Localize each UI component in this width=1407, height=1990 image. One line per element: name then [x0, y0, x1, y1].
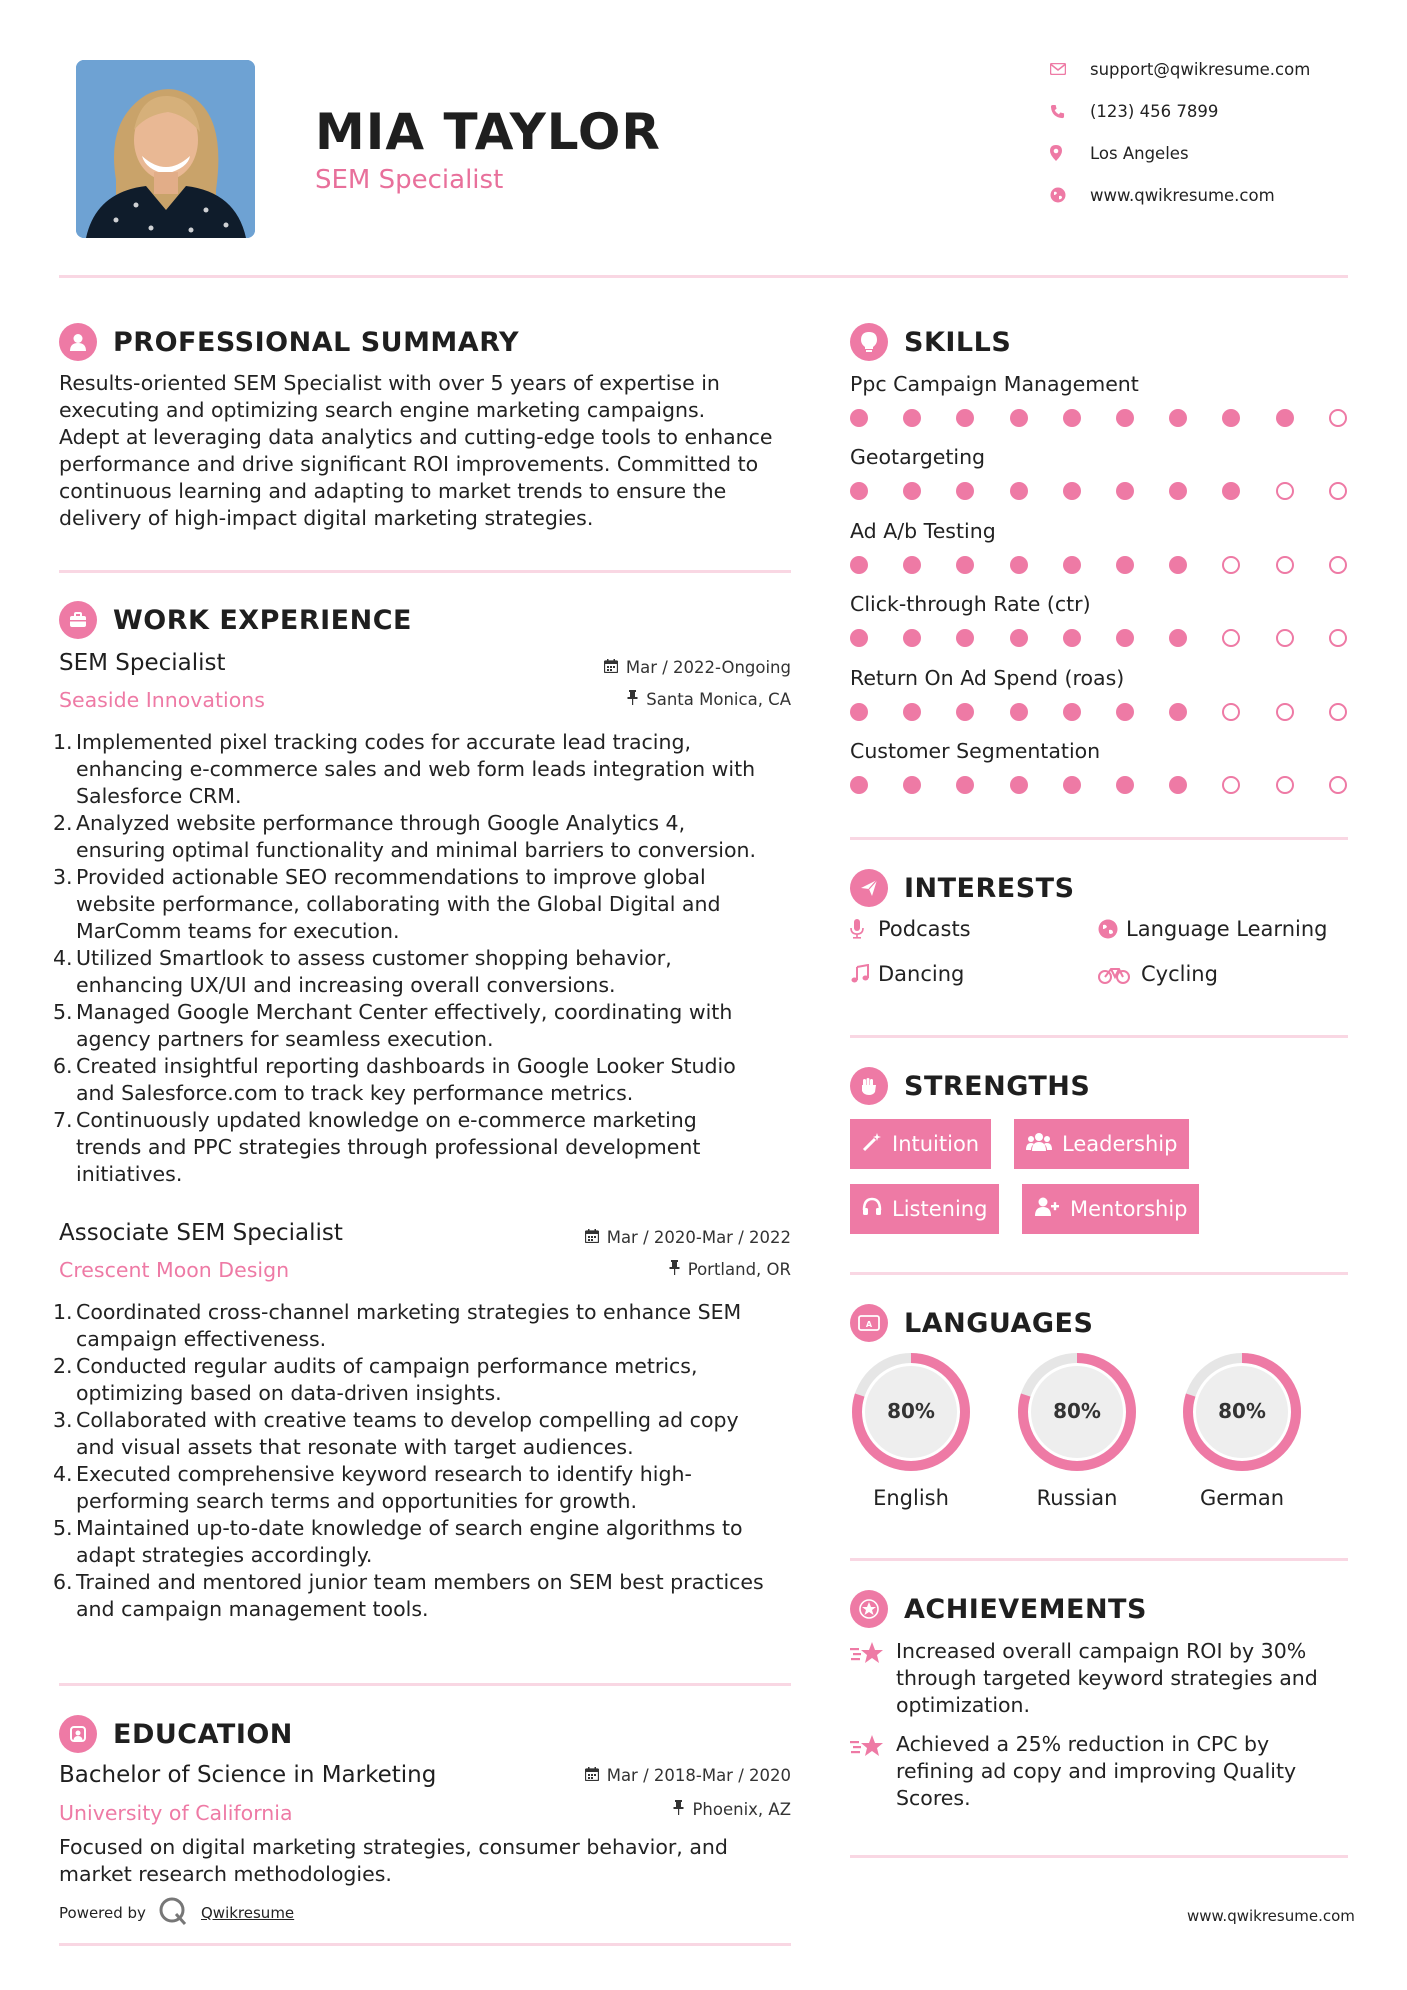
rating-dot-empty — [1222, 703, 1240, 721]
calendar-icon — [604, 658, 618, 677]
candidate-role: SEM Specialist — [315, 165, 504, 195]
rating-dot-empty — [1329, 629, 1347, 647]
header-divider — [59, 275, 1348, 278]
skill-name: Customer Segmentation — [850, 739, 1101, 763]
company-name: Crescent Moon Design — [59, 1258, 290, 1282]
skill-rating — [850, 703, 1350, 723]
language-percent-label: 80% — [1218, 1399, 1266, 1423]
job-location: Portland, OR — [491, 1260, 791, 1279]
interest-podcasts: Podcasts — [850, 917, 971, 941]
powered-by-label: Powered by — [59, 1904, 146, 1922]
rating-dot-filled — [1222, 409, 1240, 427]
rating-dot-filled — [1010, 482, 1028, 500]
rating-dot-filled — [1276, 409, 1294, 427]
calendar-icon — [585, 1766, 599, 1785]
contact-website[interactable]: www.qwikresume.com — [1050, 183, 1370, 207]
education-location: Phoenix, AZ — [491, 1800, 791, 1819]
summary-heading: PROFESSIONAL SUMMARY — [59, 322, 519, 362]
strength-chip-intuition: Intuition — [850, 1119, 991, 1169]
rating-dot-filled — [956, 703, 974, 721]
rating-dot-filled — [1010, 409, 1028, 427]
rating-dot-filled — [956, 776, 974, 794]
list-item: 1. Implemented pixel tracking codes for accurate lead tracing, enhancing e-commerce sales and web form leads integration with Salesforce CRM. — [53, 730, 756, 808]
rating-dot-filled — [1063, 629, 1081, 647]
rating-dot-filled — [1222, 482, 1240, 500]
bicycle-icon — [1098, 964, 1141, 984]
section-divider — [850, 837, 1348, 840]
achievement-item: Achieved a 25% reduction in CPC by refining ad copy and improving Quality Scores. — [850, 1731, 1350, 1812]
rating-dot-filled — [1116, 556, 1134, 574]
contact-phone[interactable]: (123) 456 7899 — [1050, 99, 1370, 123]
rating-dot-empty — [1276, 556, 1294, 574]
list-item: 7. Continuously updated knowledge on e-commerce marketing trends and PPC strategies through professional development initiatives. — [53, 1108, 701, 1186]
rating-dot-empty — [1329, 776, 1347, 794]
rating-dot-filled — [1063, 556, 1081, 574]
section-divider — [59, 570, 791, 573]
rating-dot-filled — [1116, 629, 1134, 647]
mail-icon — [1050, 63, 1090, 75]
section-divider — [59, 1683, 791, 1686]
rating-dot-empty — [1276, 776, 1294, 794]
rating-dot-filled — [1010, 556, 1028, 574]
list-item: 2. Conducted regular audits of campaign performance metrics, optimizing based on data-driven insights. — [53, 1354, 698, 1405]
list-item: 5. Managed Google Merchant Center effectively, coordinating with agency partners for seamless execution. — [53, 1000, 733, 1051]
achievements-heading: ACHIEVEMENTS — [850, 1589, 1147, 1629]
school-name: University of California — [59, 1801, 293, 1825]
strength-chip-listening: Listening — [850, 1184, 999, 1234]
education-description: Focused on digital marketing strategies, consumer behavior, and market research methodologies. — [59, 1835, 728, 1886]
interest-dancing: Dancing — [850, 962, 964, 986]
skill-rating — [850, 409, 1350, 429]
globe-icon — [1098, 919, 1126, 939]
job-title: SEM Specialist — [59, 650, 226, 676]
list-item: 2. Analyzed website performance through Google Analytics 4, ensuring optimal functionality and minimal barriers to conversion. — [53, 811, 757, 862]
job-location: Santa Monica, CA — [491, 690, 791, 709]
rating-dot-empty — [1276, 482, 1294, 500]
job-title: Associate SEM Specialist — [59, 1220, 343, 1246]
skill-rating — [850, 556, 1350, 576]
footer-divider — [59, 1943, 791, 1946]
globe-icon — [1050, 187, 1090, 203]
summary-text: Results-oriented SEM Specialist with over 5 years of expertise in executing and optimizing search engine marketing campaigns. Adept at leveraging data analytics and cutting-edge tools to enhance performance and drive significant ROI improvements. Committed to continuous learning and adapting to market trends to ensure the delivery of high-impact digital marketing strategies. — [59, 371, 773, 530]
skills-heading: SKILLS — [850, 322, 1011, 362]
contact-location: Los Angeles — [1050, 141, 1370, 165]
experience-heading: WORK EXPERIENCE — [59, 600, 412, 640]
rating-dot-filled — [1010, 776, 1028, 794]
rating-dot-filled — [903, 556, 921, 574]
achievement-item: Increased overall campaign ROI by 30% through targeted keyword strategies and optimization. — [850, 1638, 1350, 1719]
rating-dot-filled — [1169, 703, 1187, 721]
rating-dot-filled — [956, 482, 974, 500]
rating-dot-filled — [903, 629, 921, 647]
rating-dot-filled — [903, 703, 921, 721]
skill-name: Geotargeting — [850, 445, 986, 470]
skill-name: Ad A/b Testing — [850, 518, 996, 543]
rating-dot-filled — [1010, 629, 1028, 647]
rating-dot-filled — [1063, 776, 1081, 794]
rating-dot-filled — [850, 629, 868, 647]
list-item: 3. Collaborated with creative teams to develop compelling ad copy and visual assets that resonate with target audiences. — [53, 1408, 739, 1459]
user-plus-icon — [1034, 1197, 1060, 1222]
skill-name: Ppc Campaign Management — [850, 372, 1139, 396]
strength-chip-leadership: Leadership — [1014, 1119, 1189, 1169]
list-item: 6. Trained and mentored junior team members on SEM best practices and campaign management tools. — [53, 1570, 764, 1621]
degree-title: Bachelor of Science in Marketing — [59, 1762, 437, 1788]
map-pin-icon — [1050, 145, 1090, 161]
rating-dot-filled — [956, 409, 974, 427]
rating-dot-filled — [1169, 629, 1187, 647]
pushpin-icon — [669, 1260, 680, 1279]
section-divider — [850, 1035, 1348, 1038]
interest-cycling: Cycling — [1098, 962, 1218, 986]
calendar-icon — [585, 1228, 599, 1247]
skill-rating — [850, 776, 1350, 796]
rating-dot-filled — [903, 776, 921, 794]
rating-dot-empty — [1329, 409, 1347, 427]
rating-dot-empty — [1276, 629, 1294, 647]
language-percent-label: 80% — [1053, 1399, 1101, 1423]
list-item: 3. Provided actionable SEO recommendations to improve global website performance, collaborating with the Global Digital and MarComm teams for execution. — [53, 865, 721, 943]
language-percent-label: 80% — [887, 1399, 935, 1423]
rating-dot-filled — [1063, 482, 1081, 500]
rating-dot-empty — [1276, 703, 1294, 721]
phone-icon — [1050, 104, 1090, 119]
briefcase-icon — [59, 601, 97, 639]
skill-name: Click-through Rate (ctr) — [850, 592, 1091, 617]
rating-dot-filled — [1169, 482, 1187, 500]
job-duties-list — [53, 1299, 803, 1623]
candidate-name: MIA TAYLOR — [315, 103, 661, 161]
rating-dot-filled — [850, 482, 868, 500]
user-icon — [59, 323, 97, 361]
pushpin-icon — [627, 690, 638, 709]
education-dates: Mar / 2018-Mar / 2020 — [491, 1766, 791, 1785]
rating-dot-empty — [1329, 556, 1347, 574]
shooting-star-icon — [850, 1731, 896, 1812]
rating-dot-filled — [956, 629, 974, 647]
rating-dot-filled — [1169, 409, 1187, 427]
star-badge-icon — [850, 1590, 888, 1628]
interest-language-learning: Language Learning — [1098, 917, 1327, 941]
profile-photo — [76, 60, 255, 238]
language-name: English — [873, 1486, 949, 1510]
skill-rating — [850, 629, 1350, 649]
list-item: 4. Executed comprehensive keyword research to identify high- performing search terms and opportunities for growth. — [53, 1462, 692, 1513]
list-item: 6. Created insightful reporting dashboards in Google Looker Studio and Salesforce.com to track key performance metrics. — [53, 1054, 736, 1105]
rating-dot-filled — [903, 482, 921, 500]
languages-heading: A LANGUAGES — [850, 1303, 1093, 1343]
brand-link[interactable]: Qwikresume — [201, 1904, 295, 1922]
rating-dot-filled — [1063, 703, 1081, 721]
users-icon — [1026, 1132, 1052, 1157]
microphone-icon — [850, 919, 878, 939]
rating-dot-filled — [1116, 409, 1134, 427]
rating-dot-filled — [903, 409, 921, 427]
rating-dot-filled — [1169, 776, 1187, 794]
list-item: 1. Coordinated cross-channel marketing strategies to enhance SEM campaign effectiveness. — [53, 1300, 742, 1351]
section-divider — [850, 1272, 1348, 1275]
skill-name: Return On Ad Spend (roas) — [850, 665, 1125, 690]
rating-dot-empty — [1329, 703, 1347, 721]
job-dates: Mar / 2022-Ongoing — [491, 658, 791, 677]
rating-dot-filled — [1116, 703, 1134, 721]
rating-dot-filled — [850, 556, 868, 574]
headphones-icon — [862, 1197, 882, 1222]
rating-dot-filled — [850, 776, 868, 794]
svg-text:A: A — [865, 1320, 873, 1329]
rating-dot-filled — [1010, 703, 1028, 721]
rating-dot-empty — [1222, 776, 1240, 794]
job-duties-list — [53, 729, 803, 1188]
graduation-icon — [59, 1715, 97, 1753]
language-name: Russian — [1036, 1486, 1118, 1510]
rating-dot-empty — [1329, 482, 1347, 500]
language-name: German — [1199, 1486, 1285, 1510]
rating-dot-filled — [956, 556, 974, 574]
paper-plane-icon — [850, 869, 888, 907]
rating-dot-filled — [1116, 776, 1134, 794]
rating-dot-empty — [1222, 629, 1240, 647]
rating-dot-filled — [850, 703, 868, 721]
rating-dot-filled — [1169, 556, 1187, 574]
fist-icon — [850, 1067, 888, 1105]
interests-heading: INTERESTS — [850, 868, 1075, 908]
translate-icon — [850, 1304, 888, 1342]
lightbulb-icon — [850, 323, 888, 361]
list-item: 5. Maintained up-to-date knowledge of search engine algorithms to adapt strategies accordingly. — [53, 1516, 743, 1567]
rating-dot-empty — [1222, 556, 1240, 574]
pushpin-icon — [673, 1800, 684, 1819]
qwikresume-logo — [158, 1896, 188, 1926]
section-divider — [850, 1558, 1348, 1561]
shooting-star-icon — [850, 1638, 896, 1719]
skill-rating — [850, 482, 1350, 502]
music-note-icon — [850, 964, 878, 984]
rating-dot-filled — [1063, 409, 1081, 427]
strength-chip-mentorship: Mentorship — [1022, 1184, 1199, 1234]
rating-dot-filled — [1116, 482, 1134, 500]
job-dates: Mar / 2020-Mar / 2022 — [491, 1228, 791, 1247]
strengths-heading: STRENGTHS — [850, 1066, 1090, 1106]
list-item: 4. Utilized Smartlook to assess customer shopping behavior, enhancing UX/UI and increasing overall conversions. — [53, 946, 672, 997]
section-divider — [850, 1855, 1348, 1858]
rating-dot-filled — [850, 409, 868, 427]
company-name: Seaside Innovations — [59, 688, 265, 712]
education-heading: EDUCATION — [59, 1714, 293, 1754]
footer-website-link[interactable]: www.qwikresume.com — [1187, 1907, 1355, 1925]
magic-wand-icon — [862, 1132, 882, 1157]
contact-email[interactable]: support@qwikresume.com — [1050, 57, 1370, 81]
